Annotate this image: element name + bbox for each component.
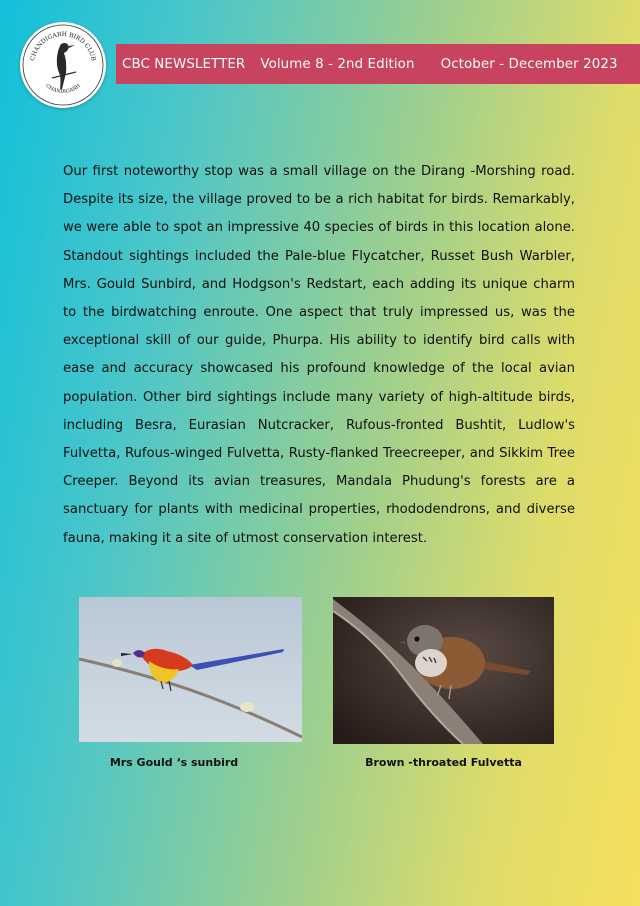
period-label: October - December 2023 [440,56,618,72]
volume-label: Volume 8 - 2nd Edition [260,56,415,72]
photo-fulvetta [333,597,554,744]
club-logo [20,22,106,108]
logo-text-bottom: CHANDIGARH [44,83,82,95]
newsletter-title: CBC NEWSLETTER [122,56,246,72]
caption-fulvetta: Brown -throated Fulvetta [365,756,522,769]
logo-text-top: CHANDIGARH BIRD CLUB [29,30,97,62]
fulvetta-image [333,597,554,744]
newsletter-banner [116,44,640,84]
sunbird-image [79,597,302,742]
article-paragraph: Our first noteworthy stop was a small village on the Dirang -Morshing road. Despite its size, the village proved to be a rich habitat for birds. Remarkably, we were able to spot an impressive 40 species of birds in this location alone. Standout sightings included the Pale-blue Flycatcher, Russet Bush Warbler, Mrs. Gould Sunbird, and Hodgson's Redstart, each adding its unique charm to the birdwatching enroute. One aspect that truly impressed us, was the exceptional skill of our guide, Phurpa. His ability to identify bird calls with ease and accuracy showcased his profound knowledge of the local avian population. Other bird sightings include many variety of high-altitude birds, including Besra, Eurasian Nutcracker, Rufous-fronted Bushtit, Ludlow's Fulvetta, Rufous-winged Fulvetta, Rusty-flanked Treecreeper, and Sikkim Tree Creeper. Beyond its avian treasures, Mandala Phudung's forests are a sanctuary for plants with medicinal properties, rhododendrons, and diverse fauna, making it a site of utmost conservation interest. [63,164,575,546]
caption-sunbird: Mrs Gould ‘s sunbird [109,756,239,769]
photo-sunbird [79,597,302,742]
bird-emblem-icon [20,22,106,108]
